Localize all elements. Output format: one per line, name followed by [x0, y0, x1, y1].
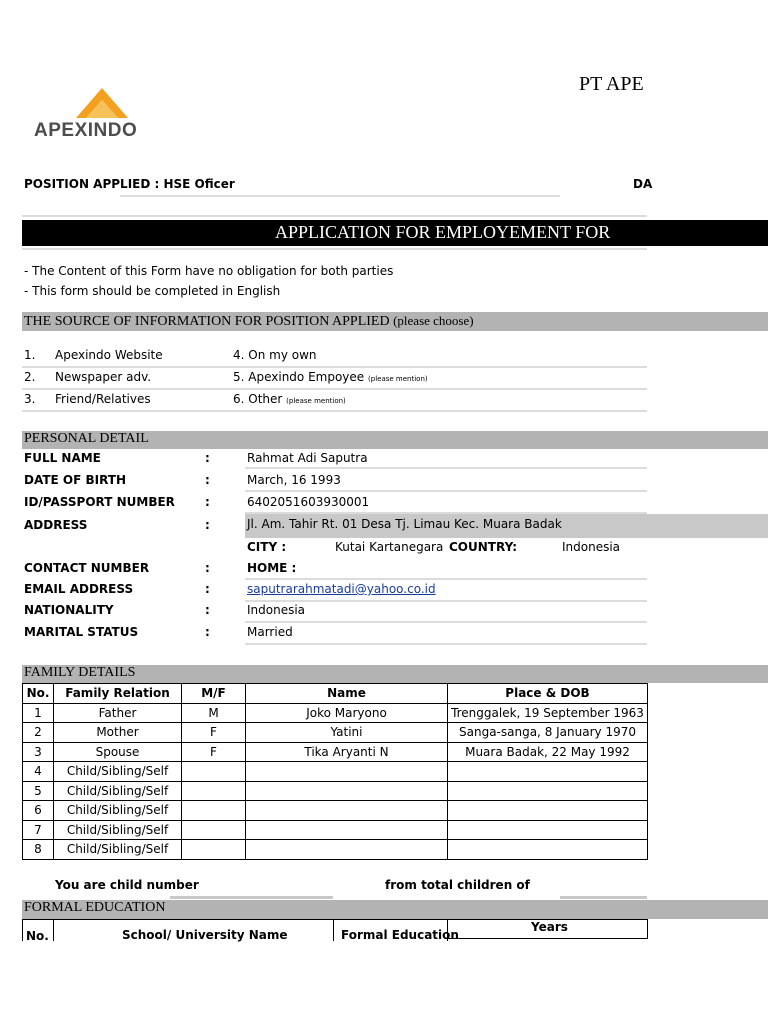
table-row [23, 742, 648, 762]
row-relation: Father [54, 703, 182, 723]
row-name[interactable] [246, 820, 448, 840]
education-col-divider-1 [53, 919, 54, 941]
row-relation: Child/Sibling/Self [54, 762, 182, 782]
child-number-label: You are child number [55, 878, 199, 892]
nationality-value[interactable]: Indonesia [247, 603, 306, 617]
table-row [23, 840, 648, 860]
child-number-field[interactable] [170, 896, 333, 899]
row-no: 7 [23, 820, 54, 840]
row-place-dob[interactable] [448, 801, 648, 821]
row-gender[interactable] [182, 781, 246, 801]
id-colon: : [205, 495, 210, 509]
row-gender[interactable]: M [182, 703, 246, 723]
col-relation: Family Relation [54, 684, 182, 704]
row-name[interactable]: Joko Maryono [246, 703, 448, 723]
logo-text: APEXINDO [34, 120, 138, 141]
country-value[interactable]: Indonesia [562, 540, 621, 554]
email-label: EMAIL ADDRESS [24, 582, 134, 596]
row-no: 3 [23, 742, 54, 762]
city-label: CITY : [247, 540, 287, 554]
id-label: ID/PASSPORT NUMBER [24, 495, 175, 509]
row-gender[interactable]: F [182, 742, 246, 762]
source-item-friend[interactable]: Friend/Relatives [55, 392, 151, 406]
col-name: Name [246, 684, 448, 704]
email-colon: : [205, 582, 210, 596]
source-item-employee-note: (please mention) [368, 375, 428, 383]
source-item-2-num: 2. [24, 370, 36, 384]
family-heading: FAMILY DETAILS [24, 665, 136, 680]
row-relation: Child/Sibling/Self [54, 820, 182, 840]
nationality-rule [245, 621, 647, 623]
source-rule-1 [22, 366, 647, 368]
contact-rule [245, 578, 647, 580]
row-gender[interactable]: F [182, 723, 246, 743]
row-name[interactable] [246, 801, 448, 821]
marital-colon: : [205, 625, 210, 639]
position-applied: POSITION APPLIED : HSE Oficer [24, 177, 235, 191]
email-rule [245, 600, 647, 602]
row-name[interactable] [246, 762, 448, 782]
note-english: - This form should be completed in English [24, 284, 281, 298]
row-place-dob[interactable]: Trenggalek, 19 September 1963 [448, 703, 648, 723]
education-heading: FORMAL EDUCATION [24, 900, 166, 915]
family-table-header [23, 684, 648, 704]
table-row [23, 762, 648, 782]
row-name[interactable]: Yatini [246, 723, 448, 743]
full-name-value[interactable]: Rahmat Adi Saputra [247, 451, 368, 465]
table-row [23, 781, 648, 801]
title-bottom-rule [22, 248, 647, 250]
source-heading-suffix: (please choose) [393, 313, 474, 328]
row-place-dob[interactable] [448, 840, 648, 860]
full-name-label: FULL NAME [24, 451, 101, 465]
education-years-underline [447, 938, 648, 939]
contact-colon: : [205, 561, 210, 575]
city-value[interactable]: Kutai Kartanegara [335, 540, 444, 554]
source-item-employee[interactable] [233, 370, 428, 384]
full-name-colon: : [205, 451, 210, 465]
total-children-field[interactable] [560, 896, 647, 899]
source-item-own[interactable]: 4. On my own [233, 348, 317, 362]
form-title: APPLICATION FOR EMPLOYEMENT FOR [275, 222, 611, 242]
education-col-divider-2 [333, 919, 334, 941]
table-row [23, 820, 648, 840]
source-item-other[interactable] [233, 392, 346, 406]
row-place-dob[interactable]: Sanga-sanga, 8 January 1970 [448, 723, 648, 743]
education-col-formal: Formal Education [341, 928, 459, 942]
col-no: No. [23, 684, 54, 704]
title-top-rule [22, 215, 647, 217]
contact-label: CONTACT NUMBER [24, 561, 150, 575]
row-name[interactable] [246, 781, 448, 801]
source-item-other-note: (please mention) [286, 397, 346, 405]
row-relation: Mother [54, 723, 182, 743]
education-left-border [22, 919, 23, 941]
dob-rule [245, 490, 647, 492]
source-item-newspaper[interactable]: Newspaper adv. [55, 370, 152, 384]
company-title: PT APE [579, 73, 644, 95]
row-place-dob[interactable] [448, 762, 648, 782]
country-label: COUNTRY: [449, 540, 518, 554]
row-relation: Spouse [54, 742, 182, 762]
row-no: 5 [23, 781, 54, 801]
source-rule-3 [22, 410, 647, 412]
row-no: 6 [23, 801, 54, 821]
nationality-colon: : [205, 603, 210, 617]
education-right-border [647, 919, 648, 939]
source-item-3-num: 3. [24, 392, 36, 406]
nationality-label: NATIONALITY [24, 603, 114, 617]
education-col-years: Years [531, 920, 568, 934]
row-relation: Child/Sibling/Self [54, 801, 182, 821]
row-no: 4 [23, 762, 54, 782]
address-label: ADDRESS [24, 518, 88, 532]
home-label: HOME : [247, 561, 297, 575]
source-rule-2 [22, 388, 647, 390]
table-row [23, 723, 648, 743]
full-name-rule [245, 467, 647, 469]
table-row [23, 703, 648, 723]
education-col-school: School/ University Name [122, 928, 288, 942]
row-no: 8 [23, 840, 54, 860]
marital-rule [245, 643, 647, 645]
row-gender[interactable] [182, 840, 246, 860]
dob-label: DATE OF BIRTH [24, 473, 126, 487]
dob-value[interactable]: March, 16 1993 [247, 473, 341, 487]
row-relation: Child/Sibling/Self [54, 840, 182, 860]
row-place-dob[interactable] [448, 820, 648, 840]
row-no: 2 [23, 723, 54, 743]
company-logo [32, 86, 172, 142]
personal-heading: PERSONAL DETAIL [24, 431, 149, 446]
logo-mark-icon [32, 86, 172, 122]
col-gender: M/F [182, 684, 246, 704]
education-col-no: No. [26, 929, 49, 943]
marital-label: MARITAL STATUS [24, 625, 139, 639]
source-heading-main: THE SOURCE OF INFORMATION FOR POSITION APPLIED [24, 314, 390, 329]
row-place-dob[interactable] [448, 781, 648, 801]
email-link[interactable]: saputrarahmatadi@yahoo.co.id [247, 582, 436, 596]
family-table [22, 683, 648, 860]
marital-value[interactable]: Married [247, 625, 293, 639]
address-colon: : [205, 518, 210, 532]
row-no: 1 [23, 703, 54, 723]
id-value[interactable]: 6402051603930001 [247, 495, 370, 509]
position-underline [120, 195, 560, 197]
row-gender[interactable] [182, 762, 246, 782]
address-value[interactable]: Jl. Am. Tahir Rt. 01 Desa Tj. Limau Kec. Muara Badak [247, 517, 562, 531]
row-name[interactable]: Tika Aryanti N [246, 742, 448, 762]
note-obligation: - The Content of this Form have no obligation for both parties [24, 264, 394, 278]
row-place-dob[interactable]: Muara Badak, 22 May 1992 [448, 742, 648, 762]
row-name[interactable] [246, 840, 448, 860]
row-gender[interactable] [182, 801, 246, 821]
table-row [23, 801, 648, 821]
col-place-dob: Place & DOB [448, 684, 648, 704]
total-children-label: from total children of [385, 878, 530, 892]
dob-colon: : [205, 473, 210, 487]
row-relation: Child/Sibling/Self [54, 781, 182, 801]
source-heading [24, 313, 474, 330]
date-label: DA [633, 177, 653, 191]
source-item-website[interactable]: Apexindo Website [55, 348, 163, 362]
source-item-1-num: 1. [24, 348, 36, 362]
source-item-other-label: 6. Other [233, 392, 283, 406]
source-item-employee-label: 5. Apexindo Empoyee [233, 370, 365, 384]
row-gender[interactable] [182, 820, 246, 840]
